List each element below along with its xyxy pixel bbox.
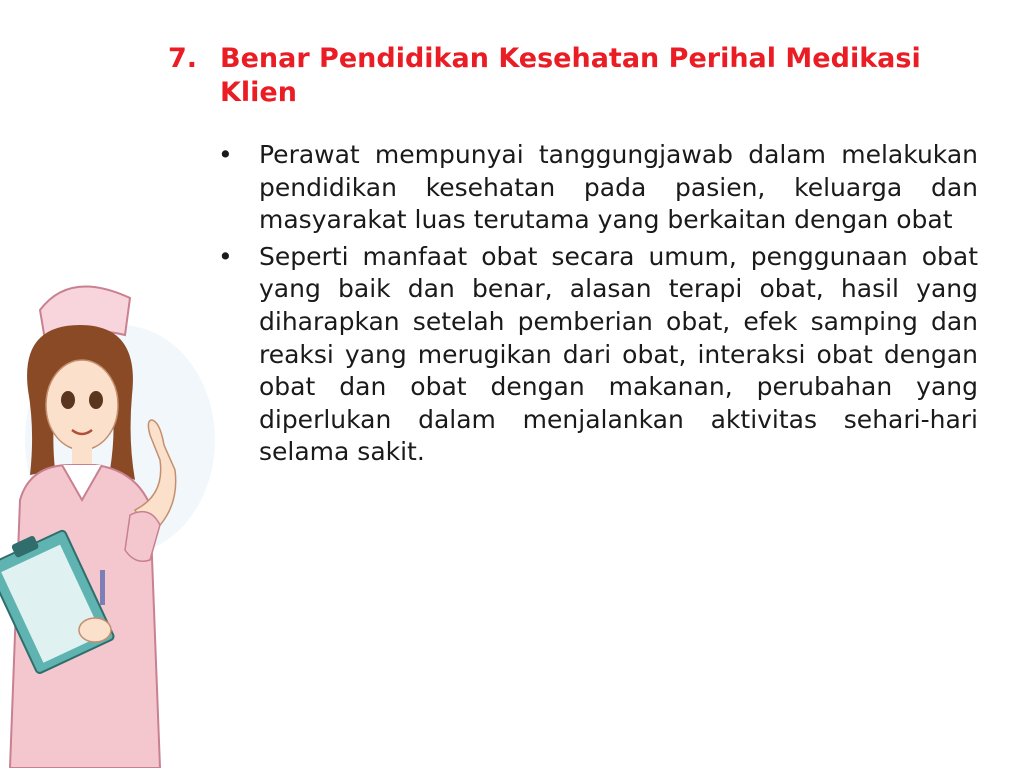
nurse-illustration (0, 270, 215, 768)
bullet-list (212, 139, 978, 473)
bullet-text: Seperti manfaat obat secara umum, penggunaan obat yang baik dan benar, alasan terapi obat, hasil yang diharapkan setelah pemberian obat, efek samping dan reaksi yang merugikan dari obat, interaksi obat dengan obat dan obat dengan makanan, perubahan yang diperlukan dalam menjalankan aktivitas sehari-hari selama sakit. (259, 241, 978, 467)
bullet-item (212, 241, 978, 469)
heading-number: 7. (168, 43, 198, 74)
bullet-item (212, 139, 978, 237)
bullet-text: Perawat mempunyai tanggungjawab dalam melakukan pendidikan kesehatan pada pasien, keluarga dan masyarakat luas terutama yang berkaitan dengan obat (259, 140, 978, 235)
slide-heading (168, 42, 988, 110)
bullet-marker: • (218, 140, 233, 169)
bullet-marker: • (218, 241, 233, 271)
heading-text: Benar Pendidikan Kesehatan Perihal Medikasi Klien (220, 43, 921, 108)
